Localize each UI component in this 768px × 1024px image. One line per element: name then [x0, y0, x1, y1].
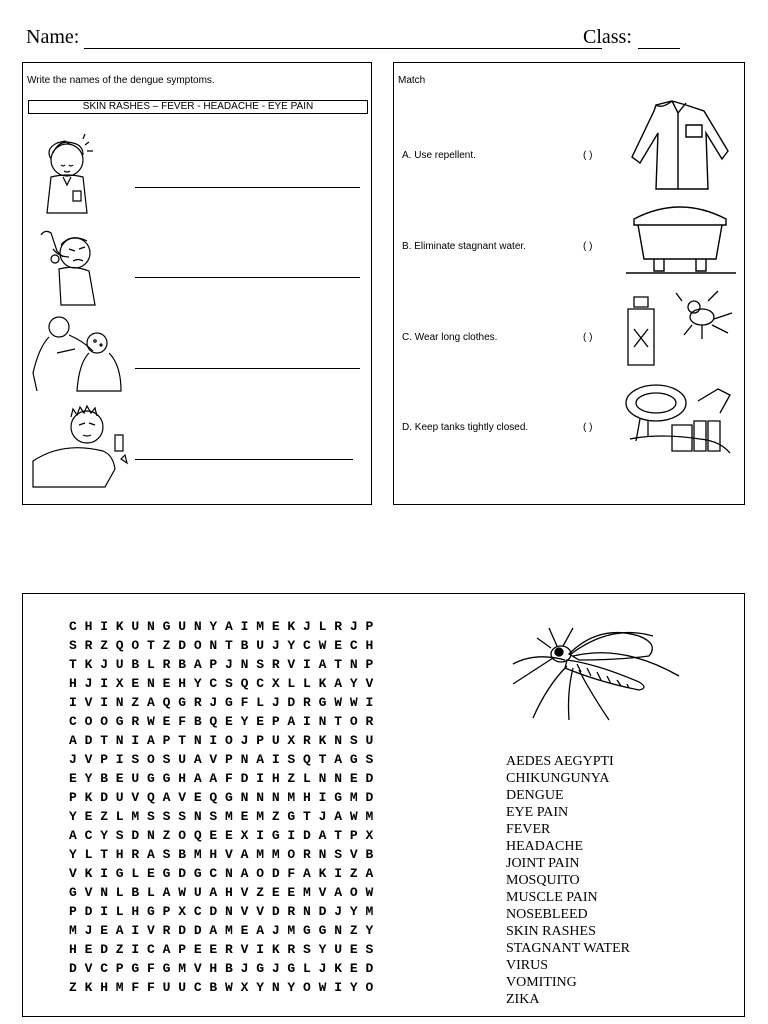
match-title: Match [398, 75, 426, 86]
word-list-item: STAGNANT WATER [506, 941, 630, 956]
symptoms-word-bank: SKIN RASHES – FEVER - HEADACHE - EYE PAIN [28, 100, 368, 114]
match-section [393, 62, 745, 505]
symptoms-section [22, 62, 372, 505]
match-item-d: D. Keep tanks tightly closed. [402, 422, 529, 433]
match-answer-d[interactable]: ( ) [583, 422, 593, 433]
match-answer-b[interactable]: ( ) [583, 241, 593, 252]
match-item-b: B. Eliminate stagnant water. [402, 241, 526, 252]
grid-row: J V P I S O S U A V P N A I S Q T A G S [69, 752, 374, 767]
name-label: Name: [26, 26, 80, 48]
word-list-item: VIRUS [506, 958, 549, 973]
word-list-item: DENGUE [506, 788, 564, 803]
grid-row: H E D Z I C A P E E R V I K R S Y U E S [69, 942, 374, 957]
grid-row: Z K H M F F U U C B W X Y N Y O W I Y O [69, 980, 374, 995]
grid-row: S R Z Q O T Z D O N T B U J Y C W E C H [69, 638, 374, 653]
skin-rashes-illustration [31, 313, 123, 393]
grid-row: Y E Z L M S S S N S M E M Z G T J A W M [69, 809, 374, 824]
grid-row: P D I L H G P X C D N V V D R N D J Y M [69, 904, 374, 919]
worksheet-header [26, 26, 746, 54]
word-list-item: MUSCLE PAIN [506, 890, 598, 905]
stagnant-water-illustration [622, 377, 738, 473]
word-list-item: AEDES AEGYPTI [506, 754, 614, 769]
answer-line-1[interactable] [135, 187, 360, 188]
eye-pain-illustration [31, 223, 111, 307]
headache-illustration [27, 125, 107, 217]
match-answer-a[interactable]: ( ) [583, 150, 593, 161]
fever-illustration [31, 401, 127, 489]
grid-row: Y L T H R A S B M H V A M M O R N S V B [69, 847, 374, 862]
long-shirt-illustration [626, 99, 736, 191]
covered-tank-illustration [626, 201, 736, 277]
match-item-c: C. Wear long clothes. [402, 332, 498, 343]
word-list-item: NOSEBLEED [506, 907, 588, 922]
grid-row: C O O G R W E F B Q E Y E P A I N T O R [69, 714, 374, 729]
grid-row: P K D U V Q A V E Q G N N N M H I G M D [69, 790, 374, 805]
word-list-item: CHIKUNGUNYA [506, 771, 610, 786]
word-list-item: FEVER [506, 822, 551, 837]
grid-row: D V C P G F G M V H B J G J G L J K E D [69, 961, 374, 976]
name-field[interactable] [84, 48, 602, 49]
match-answer-c[interactable]: ( ) [583, 332, 593, 343]
word-list-item: JOINT PAIN [506, 856, 580, 871]
symptoms-instruction: Write the names of the dengue symptoms. [27, 75, 215, 86]
grid-row: T K J U B L R B A P J N S R V I A T N P [69, 657, 374, 672]
answer-line-3[interactable] [135, 368, 360, 369]
grid-row: C H I K U N G U N Y A I M E K J L R J P [69, 619, 374, 634]
word-list-item: ZIKA [506, 992, 540, 1007]
repellent-illustration [622, 289, 734, 367]
grid-row: M J E A I V R D D A M E A J M G G N Z Y [69, 923, 374, 938]
word-list-item: SKIN RASHES [506, 924, 596, 939]
class-field[interactable] [638, 48, 680, 49]
grid-row: H J I X E N E H Y C S Q C X L L K A Y V [69, 676, 374, 691]
grid-row: E Y B E U G G H A A F D I H Z L N N E D [69, 771, 374, 786]
word-list-item: EYE PAIN [506, 805, 569, 820]
answer-line-4[interactable] [135, 459, 353, 460]
grid-row: A C Y S D N Z O Q E E X I G I D A T P X [69, 828, 374, 843]
grid-row: A D T N I A P T N I O J P U X R K N S U [69, 733, 374, 748]
grid-row: V K I G L E G D G C N A O D F A K I Z A [69, 866, 374, 881]
answer-line-2[interactable] [135, 277, 360, 278]
match-item-a: A. Use repellent. [402, 150, 476, 161]
word-list-item: VOMITING [506, 975, 577, 990]
grid-row: I V I N Z A Q G R J G F L J D R G W W I [69, 695, 374, 710]
wordsearch-section [22, 593, 745, 1017]
grid-row: G V N L B L A W U A H V Z E E M V A O W [69, 885, 374, 900]
class-label: Class: [583, 26, 632, 48]
word-list-item: MOSQUITO [506, 873, 580, 888]
word-list-item: HEADACHE [506, 839, 583, 854]
mosquito-illustration [507, 624, 683, 724]
